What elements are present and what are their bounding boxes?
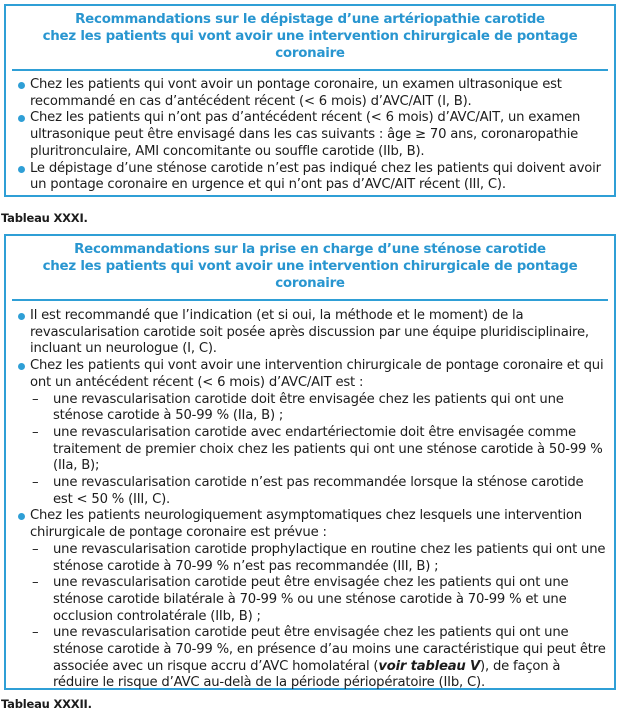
sub-item-text: une revascularisation carotide peut être envisagée chez les patients qui ont une sténose carotide bilatérale à 70-99 % ou une sténose carotide à 70-99 % et une occlusion controlatérale (IIb, B) ; (53, 575, 569, 624)
box-title (12, 241, 608, 292)
box-title-line2: chez les patients qui vont avoir une intervention chirurgicale de pontage coronaire (42, 29, 578, 61)
sub-item (18, 575, 606, 625)
sub-item (18, 425, 606, 475)
list-item-text: Chez les patients qui vont avoir un pontage coronaire, un examen ultrasonique est recommandé en cas d’antécédent récent (< 6 mois) d’AVC/AIT (I, B). (30, 77, 562, 109)
list-item (18, 358, 606, 391)
list-item-text: Chez les patients qui vont avoir une intervention chirurgicale de pontage coronaire et qui ont un antécédent récent (< 6 mois) d’AVC/AIT est : (30, 358, 604, 390)
sub-item-text (53, 625, 606, 690)
sub-item-text: une revascularisation carotide avec endartériectomie doit être envisagée comme traitement de premier choix chez les patients qui ont une sténose carotide à 50-99 % (IIa, B); (53, 424, 603, 474)
table-caption: Tableau XXXII. (1, 697, 92, 711)
box-title-line1: Recommandations sur le dépistage d’une artériopathie carotide (75, 12, 545, 27)
dash-marker: – (32, 424, 39, 440)
recommendation-list (6, 71, 614, 194)
sub-item-text: une revascularisation carotide doit être envisagée chez les patients qui ont une sténose carotide à 50-99 % (IIa, B) ; (53, 391, 564, 424)
box-title-line1: Recommandations sur la prise en charge d’une sténose carotide (74, 242, 546, 257)
sub-item-text-part: une revascularisation carotide peut être envisagée chez les patients qui ont une sténose carotide à 70-99 %, en présence d’au moins une caractéristique qui peut être associée avec un risque accru d’AVC homolatéral ( (53, 625, 606, 674)
table-reference: voir tableau V (378, 658, 481, 674)
bullet-icon (18, 313, 25, 320)
bullet-icon (18, 115, 25, 122)
list-item-text: Chez les patients neurologiquement asymptomatiques chez lesquels une intervention chirurgicale de pontage coronaire est prévue : (30, 508, 582, 541)
list-item-text: Le dépistage d’une sténose carotide n’est pas indiqué chez les patients qui doivent avoir un pontage coronaire en urgence et qui n’ont pas d’AVC/AIT récent (III, C). (30, 160, 601, 193)
recommendation-box-management (4, 234, 616, 690)
dash-marker: – (32, 541, 39, 557)
dash-marker: – (32, 475, 39, 491)
dash-marker: – (32, 625, 39, 641)
sub-item-text: une revascularisation carotide n’est pas recommandée lorsque la sténose carotide est < 50 % (III, C). (53, 475, 584, 507)
recommendation-box-screening (4, 4, 616, 197)
dash-marker: – (32, 575, 39, 591)
recommendation-list (6, 301, 614, 692)
sub-item (18, 542, 606, 575)
dash-marker: – (32, 391, 39, 407)
list-item (18, 161, 606, 194)
sub-item-text: une revascularisation carotide prophylactique en routine chez les patients qui ont une sténose carotide à 70-99 % n’est pas recommandée (III, B) ; (53, 541, 606, 574)
sub-item (18, 475, 606, 508)
list-item-text: Il est recommandé que l’indication (et si oui, la méthode et le moment) de la revascularisation carotide soit posée après discussion par une équipe pluridisciplinaire, incluant un neurologue (I, C). (30, 308, 589, 357)
list-item (18, 110, 606, 160)
list-item (18, 77, 606, 110)
bullet-icon (18, 513, 25, 520)
box-title (12, 11, 608, 62)
bullet-icon (18, 166, 25, 173)
bullet-icon (18, 363, 25, 370)
sub-item (18, 392, 606, 425)
list-item (18, 308, 606, 358)
table-caption: Tableau XXXI. (1, 211, 88, 225)
sub-item-text-part: ), de façon à réduire le risque d’AVC au-delà de la période périopératoire (IIb, C). (53, 658, 561, 691)
sub-item (18, 625, 606, 692)
list-item (18, 508, 606, 541)
bullet-icon (18, 82, 25, 89)
list-item-text: Chez les patients qui n’ont pas d’antécédent récent (< 6 mois) d’AVC/AIT, un examen ultrasonique peut être envisagé dans les cas suivants : âge ≥ 70 ans, coronaropathie pluritronculaire, AMI concomitante ou souffle carotide (IIb, B). (30, 110, 581, 159)
box-title-line2: chez les patients qui vont avoir une intervention chirurgicale de pontage coronaire (42, 259, 578, 291)
